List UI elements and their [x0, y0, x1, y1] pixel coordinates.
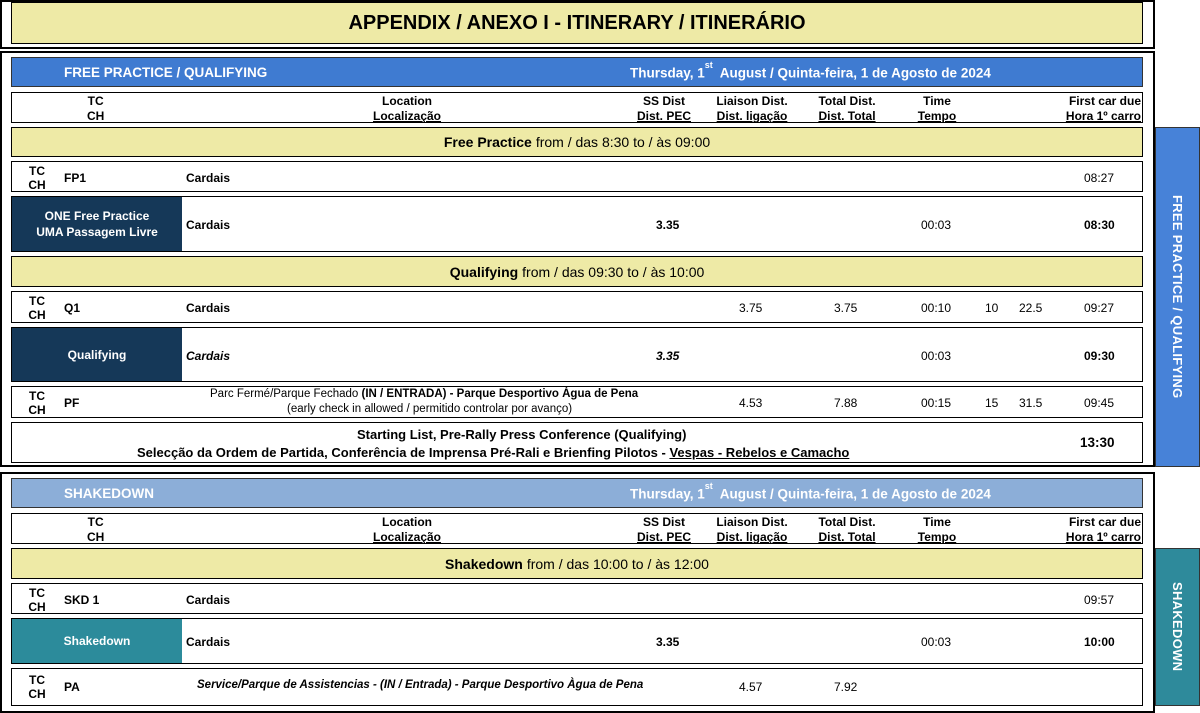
time: 00:03 — [921, 349, 952, 363]
extra-value-2: 31.5 — [1019, 396, 1043, 410]
location: Cardais — [186, 635, 231, 649]
location: Cardais — [186, 301, 231, 315]
time: 00:03 — [921, 218, 952, 232]
pf-location: Parc Fermé/Parque Fechado (IN / ENTRADA) - Parque Desportivo Àgua de Pena — [210, 388, 639, 400]
time: 00:10 — [921, 301, 952, 315]
first-car-time: 10:00 — [1084, 635, 1115, 649]
total-distance: 7.88 — [834, 396, 858, 410]
control-code: SKD 1 — [64, 593, 100, 607]
page-title: APPENDIX / ANEXO I - ITINERARY / ITINERÁRIO — [11, 2, 1143, 44]
col-location: Location Localização — [372, 94, 442, 123]
control-code: PA — [64, 680, 80, 694]
table-row-fp1 — [11, 161, 1143, 192]
col-tc-ch: TC CH — [87, 515, 105, 544]
col-location: Location Localização — [372, 515, 442, 544]
section-date: Thursday, 1st August / Quinta-feira, 1 de Agosto de 2024 — [630, 59, 991, 81]
total-distance: 7.92 — [834, 680, 858, 694]
location: Cardais — [186, 218, 231, 232]
col-first-car: First car due Hora 1º carro — [1065, 515, 1141, 544]
table-row-starting-list — [11, 422, 1143, 463]
col-total: Total Dist. Dist. Total — [818, 94, 876, 123]
first-car-time: 09:27 — [1084, 301, 1115, 315]
starting-list-time: 13:30 — [1080, 435, 1115, 450]
column-header — [11, 92, 1143, 123]
extra-value-2: 22.5 — [1019, 301, 1043, 315]
section-title: SHAKEDOWN — [64, 485, 154, 501]
first-car-time: 08:30 — [1084, 218, 1115, 232]
col-time: Time Tempo — [917, 515, 957, 544]
shakedown-banner: Shakedown from / das 10:00 to / às 12:00 — [11, 548, 1143, 579]
table-row-free-practice-stage — [11, 196, 1143, 252]
section-date: Thursday, 1st August / Quinta-feira, 1 de Agosto de 2024 — [630, 480, 991, 502]
control-code: PF — [64, 396, 80, 410]
side-tab-shakedown: SHAKEDOWN — [1155, 548, 1200, 706]
col-liaison: Liaison Dist. Dist. ligação — [716, 94, 788, 123]
time: 00:15 — [921, 396, 952, 410]
table-row-pf — [11, 386, 1143, 418]
first-car-time: 09:57 — [1084, 593, 1115, 607]
free-practice-banner: Free Practice from / das 8:30 to / às 09:00 — [11, 127, 1143, 157]
column-header — [11, 513, 1143, 544]
table-row-pa — [11, 668, 1143, 706]
first-car-time: 09:30 — [1084, 349, 1115, 363]
starting-list-title: Starting List, Pre-Rally Press Conference (Qualifying) — [357, 427, 687, 442]
tc-ch-label: TC CH — [28, 586, 46, 614]
table-row-skd1 — [11, 583, 1143, 614]
qualifying-banner: Qualifying from / das 09:30 to / às 10:00 — [11, 256, 1143, 287]
ss-distance: 3.35 — [656, 218, 680, 232]
extra-value-1: 10 — [985, 301, 999, 315]
stage-label-free-practice: ONE Free Practice UMA Passagem Livre — [12, 197, 182, 251]
col-ss-dist: SS Dist Dist. PEC — [636, 515, 691, 544]
col-ss-dist: SS Dist Dist. PEC — [636, 94, 691, 123]
col-time: Time Tempo — [917, 94, 957, 123]
ss-distance: 3.35 — [656, 635, 680, 649]
control-code: FP1 — [64, 171, 87, 185]
col-first-car: First car due Hora 1º carro — [1065, 94, 1141, 123]
tc-ch-label: TC CH — [28, 164, 46, 192]
section-header-free-practice — [11, 57, 1143, 87]
ss-distance: 3.35 — [656, 349, 680, 363]
stage-label-shakedown: Shakedown — [12, 619, 182, 663]
table-row-shakedown-stage — [11, 618, 1143, 664]
liaison-distance: 4.53 — [739, 396, 763, 410]
tc-ch-label: TC CH — [28, 389, 46, 417]
time: 00:03 — [921, 635, 952, 649]
liaison-distance: 3.75 — [739, 301, 763, 315]
extra-value-1: 15 — [985, 396, 999, 410]
table-row-qualifying-stage — [11, 327, 1143, 382]
section-title: FREE PRACTICE / QUALIFYING — [64, 64, 268, 80]
pa-location: Service/Parque de Assistencias - (IN / Entrada) - Parque Desportivo Àgua de Pena — [197, 679, 644, 691]
table-row-q1 — [11, 291, 1143, 323]
first-car-time: 08:27 — [1084, 171, 1115, 185]
total-distance: 3.75 — [834, 301, 858, 315]
tc-ch-label: TC CH — [28, 673, 46, 701]
control-code: Q1 — [64, 301, 81, 315]
location: Cardais — [186, 349, 231, 363]
tc-ch-label: TC CH — [28, 294, 46, 322]
location: Cardais — [186, 593, 231, 607]
pf-note: (early check in allowed / permitido controlar por avanço) — [287, 403, 573, 415]
col-tc-ch: TC CH — [87, 94, 105, 123]
first-car-time: 09:45 — [1084, 396, 1115, 410]
section-header-shakedown — [11, 478, 1143, 508]
col-liaison: Liaison Dist. Dist. ligação — [716, 515, 788, 544]
starting-list-subtitle: Selecção da Ordem de Partida, Conferência de Imprensa Pré-Rali e Brienfing Pilotos - Vespas - Rebelos e Camacho — [137, 445, 850, 460]
location: Cardais — [186, 171, 231, 185]
stage-label-qualifying: Qualifying — [12, 328, 182, 381]
col-total: Total Dist. Dist. Total — [818, 515, 876, 544]
liaison-distance: 4.57 — [739, 680, 763, 694]
side-tab-free-practice: FREE PRACTICE / QUALIFYING — [1155, 127, 1200, 467]
